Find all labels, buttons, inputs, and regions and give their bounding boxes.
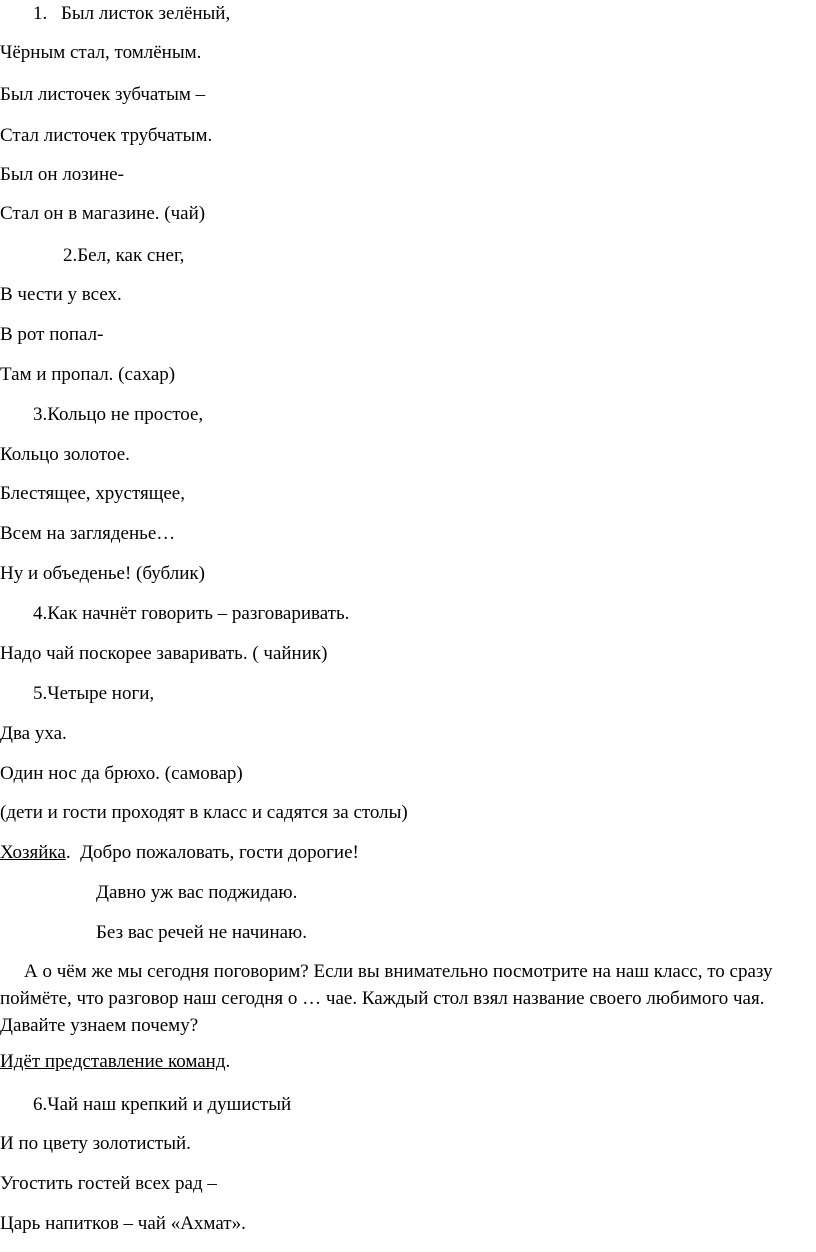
teams-label: Идёт представление команд (0, 1051, 226, 1072)
riddle-2-line-2: В чести у всех. (0, 284, 122, 305)
teams-heading (0, 1050, 230, 1074)
riddle-3-line-4: Всем на загляденье… (0, 523, 176, 544)
hostess-line-2: Давно уж вас поджидаю. (96, 882, 298, 903)
riddle-6-line-1: 6.Чай наш крепкий и душистый (33, 1094, 292, 1115)
speaker-name: Хозяйка (0, 842, 66, 863)
riddle-5-line-3: Один нос да брюхо. (самовар) (0, 763, 243, 784)
hostess-line-3: Без вас речей не начинаю. (96, 922, 307, 943)
riddle-1-line-1 (33, 2, 230, 26)
teams-dot: . (225, 1051, 231, 1072)
riddle-1-line-5: Был он лозине- (0, 164, 124, 185)
riddle-5-line-2: Два уха. (0, 723, 67, 744)
riddle-1-line-3: Был листочек зубчатым – (0, 84, 206, 105)
riddle-3-line-3: Блестящее, хрустящее, (0, 483, 185, 504)
riddle-6-line-2: И по цвету золотистый. (0, 1133, 191, 1154)
riddle-4-line-1: 4.Как начнёт говорить – разговаривать. (33, 603, 350, 624)
riddle-2-line-1: 2.Бел, как снег, (63, 245, 185, 266)
hostess-speech: Добро пожаловать, гости дорогие! (70, 842, 359, 863)
riddle-1-line-6: Стал он в магазине. (чай) (0, 203, 206, 224)
riddle-6-line-4: Царь напитков – чай «Ахмат». (0, 1213, 246, 1234)
riddle-4-line-2: Надо чай поскорее заваривать. ( чайник) (0, 643, 328, 664)
riddle-text: Был листок зелёный, (61, 3, 231, 24)
riddle-5-line-1: 5.Четыре ноги, (33, 683, 155, 704)
riddle-2-line-3: В рот попал- (0, 324, 104, 345)
intro-paragraph: А о чём же мы сегодня поговорим? Если вы внимательно посмотрите на наш класс, то сразу поймёте, что разговор наш сегодня о … чае. Каждый стол взял название своего любимого чая. Давайте узнаем почему? (0, 961, 773, 1036)
list-number: 1. (33, 3, 48, 24)
hostess-line-1 (0, 841, 359, 865)
riddle-3-line-1: 3.Кольцо не простое, (33, 404, 204, 425)
riddle-1-line-4: Стал листочек трубчатым. (0, 125, 213, 146)
riddle-3-line-5: Ну и объеденье! (бублик) (0, 563, 205, 584)
stage-direction: (дети и гости проходят в класс и садятся за столы) (0, 802, 408, 823)
riddle-2-line-4: Там и пропал. (сахар) (0, 364, 176, 385)
riddle-1-line-2: Чёрным стал, томлёным. (0, 42, 202, 63)
riddle-6-line-3: Угостить гостей всех рад – (0, 1173, 217, 1194)
riddle-3-line-2: Кольцо золотое. (0, 444, 130, 465)
speaker-dot: . (65, 842, 71, 863)
